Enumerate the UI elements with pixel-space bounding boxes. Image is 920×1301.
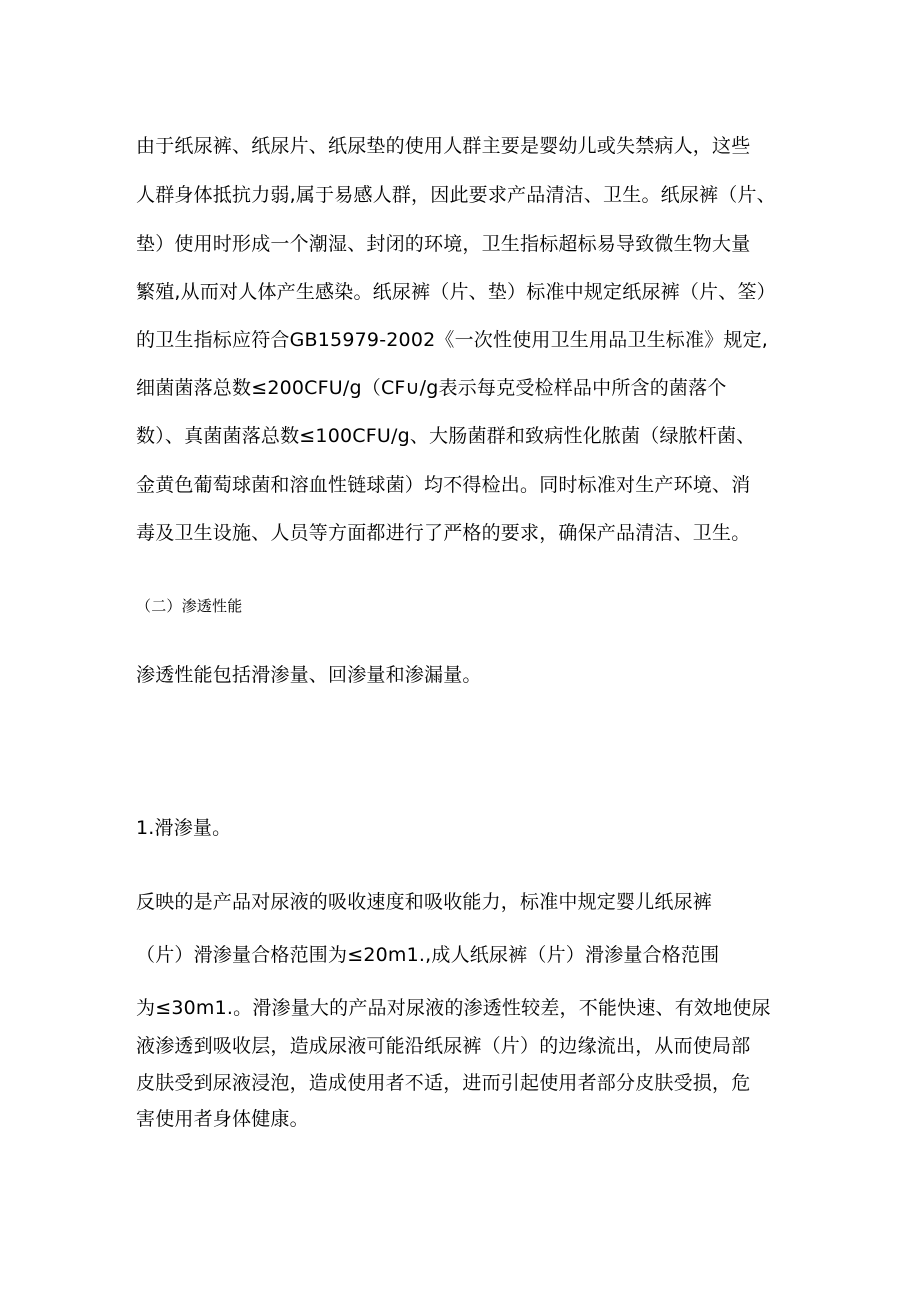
text-line: 繁殖,从而对人体产生感染。纸尿裤（片、垫）标准中规定纸尿裤（片、筌） <box>136 281 776 303</box>
text-line: 由于纸尿裤、纸尿片、纸尿垫的使用人群主要是婴幼儿或失禁病人，这些 <box>136 135 751 157</box>
text-line: 垫）使用时形成一个潮湿、封闭的环境，卫生指标超标易导致微生物大量 <box>136 233 751 255</box>
section-heading: （二）渗透性能 <box>136 597 243 615</box>
text-line: 为≤30m1.。滑渗量大的产品对尿液的渗透性较差，不能快速、有效地使尿 <box>136 997 771 1019</box>
text-line: （片）滑渗量合格范围为≤20m1.,成人纸尿裤（片）滑渗量合格范围 <box>136 944 720 966</box>
text-line: 毒及卫生设施、人员等方面都进行了严格的要求，确保产品清洁、卫生。 <box>136 522 751 544</box>
text-line: 数）、真菌菌落总数≤100CFU/g、大肠菌群和致病性化脓菌（绿脓杆菌、 <box>136 425 756 447</box>
text-line: 细菌菌落总数≤200CFU/g（CF∪∕g表示每克受检样品中所含的菌落个 <box>136 377 727 399</box>
text-line: 的卫生指标应符合GB15979-2002《一次性使用卫生用品卫生标准》规定, <box>136 329 769 351</box>
subheading-slip-leakage: 1.滑渗量。 <box>136 817 232 839</box>
text-line: 反映的是产品对尿液的吸收速度和吸收能力，标准中规定婴儿纸尿裤 <box>136 891 713 913</box>
text-line: 人群身体抵抗力弱,属于易感人群，因此要求产品清洁、卫生。纸尿裤（片、 <box>136 184 776 206</box>
text-line: 害使用者身体健康。 <box>136 1108 309 1130</box>
text-line: 液渗透到吸收层，造成尿液可能沿纸尿裤（片）的边缘流出，从而使局部 <box>136 1035 751 1057</box>
paragraph-permeability: 渗透性能包括滑渗量、回渗量和渗漏量。 <box>136 664 482 686</box>
text-line: 金黄色葡萄球菌和溶血性链球菌）均不得检出。同时标准对生产环境、消 <box>136 474 751 496</box>
text-line: 皮肤受到尿液浸泡，造成使用者不适，进而引起使用者部分皮肤受损，危 <box>136 1072 751 1094</box>
